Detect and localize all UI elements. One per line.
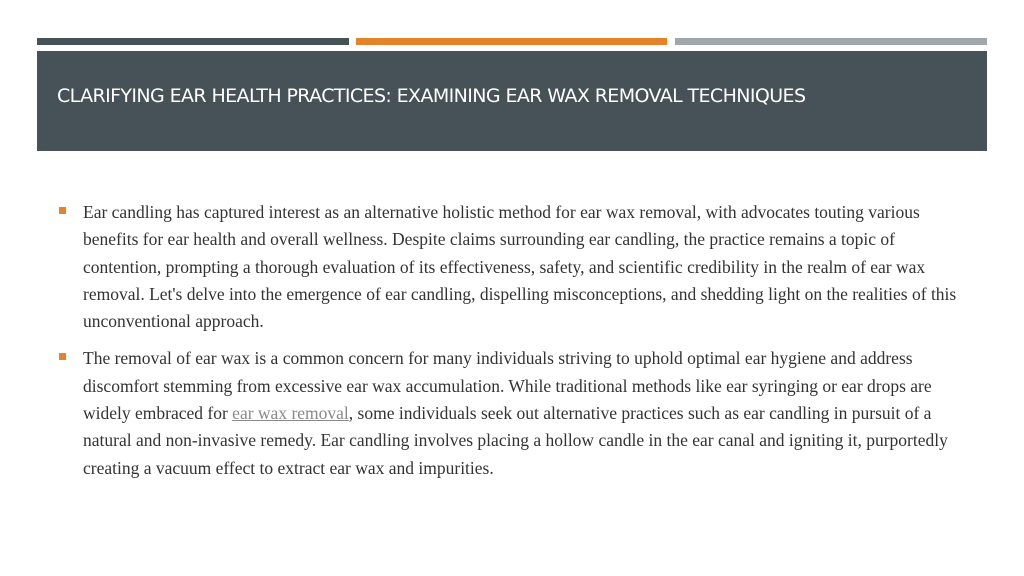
bullet-item-1 [56,199,976,335]
accent-bar-gray [675,38,987,45]
bullet-list [56,199,976,492]
ear-wax-removal-link[interactable]: ear wax removal [232,403,349,424]
bullet-text-2-before-link: The removal of ear wax is a common concern for many individuals striving to uphold optimal ear hygiene and address discomfort stemming from excessive ear wax accumulation. While traditional methods like ear syringing or ear drops are widely embraced for [83,348,932,424]
accent-bar-orange [356,38,667,45]
accent-bar-dark [37,38,349,45]
bullet-item-2 [56,345,976,481]
bullet-text-1: Ear candling has captured interest as an alternative holistic method for ear wax removal, with advocates touting various benefits for ear health and overall wellness. Despite claims surrounding ear candling, the practice remains a topic of contention, prompting a thorough evaluation of its effectiveness, safety, and scientific credibility in the realm of ear wax removal. Let's delve into the emergence of ear candling, dispelling misconceptions, and shedding light on the realities of this unconventional approach. [83,202,957,332]
square-bullet-icon [59,353,66,360]
bullet-text-2-after-link: , some individuals seek out alternative practices such as ear candling in pursuit of a natural and non-invasive remedy. Ear candling involves placing a hollow candle in the ear canal and igniting it, purportedly creating a vacuum effect to extract ear wax and impurities. [83,403,948,478]
slide-title: CLARIFYING EAR HEALTH PRACTICES: EXAMINING EAR WAX REMOVAL TECHNIQUES [57,85,806,107]
square-bullet-icon [59,207,66,214]
bullet-text-2 [83,345,976,481]
title-band [37,51,987,151]
